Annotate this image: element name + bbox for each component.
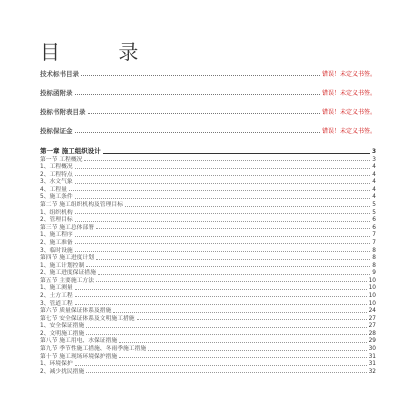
toc-entry[interactable] — [40, 223, 376, 231]
entry-page: 10 — [368, 285, 376, 292]
entry-title: 1、安全保证措施 — [40, 323, 85, 330]
dot-leader — [96, 228, 370, 229]
toc-entry[interactable] — [40, 367, 376, 375]
toc-entry[interactable] — [40, 322, 376, 330]
dot-leader — [86, 372, 366, 373]
dot-leader — [75, 94, 320, 95]
entry-page: 8 — [372, 255, 376, 262]
entry-page: 4 — [372, 171, 376, 178]
dot-leader — [119, 342, 366, 343]
entry-page: 4 — [372, 164, 376, 171]
dot-leader — [88, 113, 320, 114]
entry-title: 技术标书目录 — [40, 70, 79, 78]
dot-leader — [137, 319, 367, 320]
entry-page: 5 — [372, 209, 376, 216]
entry-page: 8 — [372, 262, 376, 269]
entry-title: 2、管理目标 — [40, 217, 73, 224]
entry-title: 1、环境保护 — [40, 361, 73, 368]
dot-leader — [119, 357, 366, 358]
entry-page: 错误！未定义书签。 — [321, 71, 376, 78]
toc-chapter[interactable] — [40, 145, 376, 155]
dot-leader — [84, 160, 370, 161]
entry-page: 4 — [372, 186, 376, 193]
entry-title: 4、工程量 — [40, 186, 67, 193]
entry-page: 错误！未定义书签。 — [321, 109, 376, 116]
dot-leader — [86, 327, 366, 328]
entry-title: 1、工程概况 — [40, 164, 73, 171]
entry-title: 2、土方工程 — [40, 292, 73, 299]
entry-title: 第十节 施工现场环境保护措施 — [40, 353, 118, 360]
dot-leader — [75, 296, 367, 297]
entry-page: 32 — [368, 368, 376, 375]
front-matter-entry[interactable] — [40, 87, 376, 97]
entry-title: 1、施工计划控制 — [40, 262, 85, 269]
entry-page: 10 — [368, 292, 376, 299]
toc-entry[interactable] — [40, 163, 376, 171]
entry-title: 第三节 施工总体部署 — [40, 224, 95, 231]
dot-leader — [86, 334, 366, 335]
entry-title: 第二节 施工组织机构及管理目标 — [40, 202, 123, 209]
entry-page: 27 — [368, 323, 376, 330]
toc-entry[interactable] — [40, 238, 376, 246]
dot-leader — [75, 132, 320, 133]
toc-entry[interactable] — [40, 208, 376, 216]
entry-page: 10 — [368, 277, 376, 284]
entry-title: 3、临时设施 — [40, 247, 73, 254]
entry-page: 8 — [372, 247, 376, 254]
entry-page: 28 — [368, 330, 376, 337]
toc-list — [40, 145, 376, 375]
dot-leader — [75, 251, 371, 252]
front-matter-list — [40, 68, 376, 144]
entry-page: 29 — [368, 338, 376, 345]
entry-title: 2、文明施工措施 — [40, 330, 85, 337]
toc-entry[interactable] — [40, 178, 376, 186]
entry-page: 5 — [372, 202, 376, 209]
dot-leader — [75, 168, 371, 169]
toc-entry[interactable] — [40, 185, 376, 193]
entry-title: 2、减少扰民措施 — [40, 368, 85, 375]
toc-entry[interactable] — [40, 314, 376, 322]
dot-leader — [148, 350, 366, 351]
entry-page: 7 — [372, 239, 376, 246]
entry-title: 5、施工条件 — [40, 194, 73, 201]
front-matter-entry[interactable] — [40, 106, 376, 116]
entry-page: 4 — [372, 194, 376, 201]
dot-leader — [113, 312, 366, 313]
entry-page: 6 — [372, 217, 376, 224]
entry-title: 第一节 工程概况 — [40, 156, 83, 163]
entry-title: 投标函附录 — [40, 89, 73, 97]
entry-page: 错误！未定义书签。 — [321, 128, 376, 135]
entry-title: 1、施工测量 — [40, 285, 73, 292]
entry-title: 2、施工进度保证措施 — [40, 270, 96, 277]
entry-page: 9 — [372, 270, 376, 277]
dot-leader — [75, 243, 371, 244]
dot-leader — [75, 236, 371, 237]
toc-entry[interactable] — [40, 200, 376, 208]
entry-page: 31 — [368, 361, 376, 368]
entry-page: 10 — [368, 300, 376, 307]
toc-entry[interactable] — [40, 360, 376, 368]
dot-leader — [75, 175, 371, 176]
entry-page: 30 — [368, 346, 376, 353]
toc-entry[interactable] — [40, 254, 376, 262]
dot-leader — [103, 153, 370, 154]
dot-leader — [75, 365, 367, 366]
dot-leader — [96, 259, 370, 260]
dot-leader — [69, 190, 370, 191]
page-title: 目 录 — [40, 40, 165, 64]
dot-leader — [75, 221, 371, 222]
toc-entry[interactable] — [40, 352, 376, 360]
entry-page: 3 — [372, 156, 376, 163]
dot-leader — [86, 266, 370, 267]
dot-leader — [125, 206, 370, 207]
toc-entry[interactable] — [40, 276, 376, 284]
dot-leader — [75, 213, 371, 214]
entry-page: 31 — [368, 353, 376, 360]
entry-page: 27 — [368, 315, 376, 322]
entry-title: 第六节 质量保证体系及措施 — [40, 308, 112, 315]
dot-leader — [81, 75, 320, 76]
entry-title: 3、水文气象 — [40, 179, 73, 186]
entry-title: 1、施工程序 — [40, 232, 73, 239]
entry-title: 2、施工准备 — [40, 239, 73, 246]
entry-title: 第四节 施工进度计划 — [40, 255, 95, 262]
front-matter-entry[interactable] — [40, 68, 376, 78]
dot-leader — [96, 281, 367, 282]
toc-entry[interactable] — [40, 284, 376, 292]
toc-entry[interactable] — [40, 291, 376, 299]
entry-title: 第九节 季节性施工措施、冬雨季施工措施 — [40, 346, 147, 353]
entry-page: 错误！未定义书签。 — [321, 90, 376, 97]
toc-entry[interactable] — [40, 231, 376, 239]
dot-leader — [75, 183, 371, 184]
dot-leader — [75, 289, 367, 290]
front-matter-entry[interactable] — [40, 125, 376, 135]
entry-title: 2、工程特点 — [40, 171, 73, 178]
toc-entry[interactable] — [40, 155, 376, 163]
entry-title: 第七节 安全保证体系及文明施工措施 — [40, 315, 135, 322]
entry-page: 4 — [372, 179, 376, 186]
entry-title: 投标保证金 — [40, 127, 73, 135]
toc-entry[interactable] — [40, 170, 376, 178]
dot-leader — [98, 274, 370, 275]
entry-title: 第八节 施工用电、水保证措施 — [40, 338, 118, 345]
chapter-page: 3 — [371, 149, 376, 155]
entry-page: 6 — [372, 224, 376, 231]
entry-title: 1、组织机构 — [40, 209, 73, 216]
dot-leader — [75, 304, 367, 305]
entry-title: 3、管道工程 — [40, 300, 73, 307]
chapter-title: 第一章 施工组织设计 — [40, 147, 101, 155]
entry-title: 第五节 主要施工方法 — [40, 277, 95, 284]
entry-title: 投标书附表目录 — [40, 108, 86, 116]
entry-page: 7 — [372, 232, 376, 239]
entry-page: 24 — [368, 308, 376, 315]
